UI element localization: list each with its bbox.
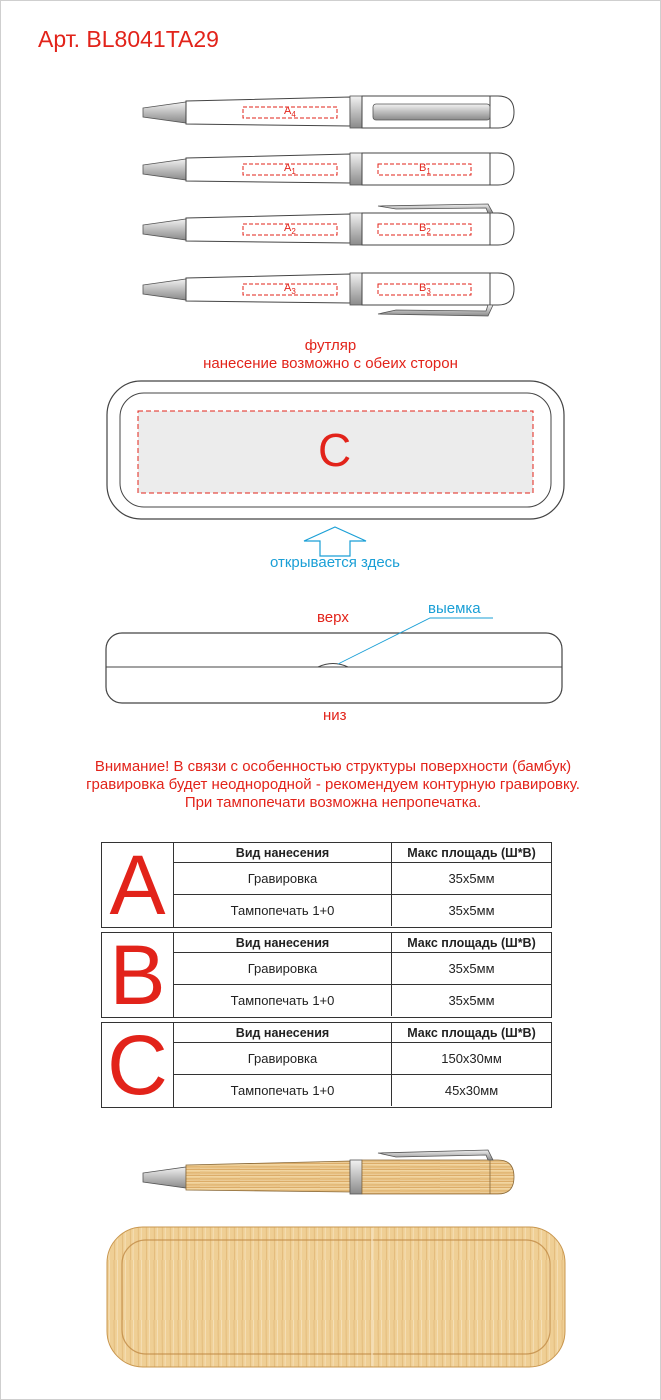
pen-4 bbox=[143, 273, 514, 316]
bottom-label: низ bbox=[323, 707, 347, 724]
case-caption-line2: нанесение возможно с обеих сторон bbox=[203, 355, 458, 372]
warning-line-3: При тампопечати возможна непропечатка. bbox=[184, 794, 482, 811]
table-header: Вид нанесения Макс площадь (Ш*В) bbox=[174, 843, 551, 863]
bamboo-pen bbox=[143, 1150, 514, 1194]
case-side-view bbox=[106, 618, 562, 703]
warning-line-1: Внимание! В связи с особенностью структуры поверхности (бамбук) bbox=[94, 758, 572, 775]
table-row: Тампопечать 1+0 35x5мм bbox=[174, 895, 551, 926]
spec-letter: C bbox=[102, 1023, 174, 1107]
case-caption bbox=[0, 337, 661, 373]
article-title: Арт. BL8041TA29 bbox=[38, 26, 219, 52]
table-row: Гравировка 150x30мм bbox=[174, 1043, 551, 1075]
warning-text bbox=[0, 758, 661, 812]
top-label: верх bbox=[317, 609, 349, 626]
case-caption-line1: футляр bbox=[304, 337, 357, 354]
table-header: Вид нанесения Макс площадь (Ш*В) bbox=[174, 1023, 551, 1043]
table-row: Тампопечать 1+0 35x5мм bbox=[174, 985, 551, 1016]
table-row: Тампопечать 1+0 45x30мм bbox=[174, 1075, 551, 1106]
warning-line-2: гравировка будет неоднородной - рекомендуем контурную гравировку. bbox=[86, 776, 580, 793]
zone-label-a4: $A_4$ bbox=[284, 105, 296, 120]
spec-letter: A bbox=[102, 843, 174, 927]
open-arrow-icon bbox=[304, 527, 366, 556]
pen-1 bbox=[143, 96, 514, 128]
zone-label-b1: $B_1$ bbox=[419, 162, 431, 177]
spec-table-c bbox=[101, 1018, 552, 1112]
zone-label-a1: $A_1$ bbox=[284, 162, 296, 177]
opens-here-label: открывается здесь bbox=[269, 554, 400, 571]
zone-label-b3: $B_3$ bbox=[419, 282, 431, 297]
zone-label-a3: $A_3$ bbox=[284, 282, 296, 297]
pen-2 bbox=[143, 153, 514, 185]
case-zone-label: C bbox=[318, 424, 352, 476]
notch-label: выемка bbox=[428, 600, 481, 617]
zone-label-a2: $A_2$ bbox=[284, 222, 296, 237]
bamboo-case bbox=[107, 1227, 565, 1367]
table-header: Вид нанесения Макс площадь (Ш*В) bbox=[174, 933, 551, 953]
spec-table-b bbox=[101, 928, 552, 1022]
table-row: Гравировка 35x5мм bbox=[174, 953, 551, 985]
spec-letter: B bbox=[102, 933, 174, 1017]
table-row: Гравировка 35x5мм bbox=[174, 863, 551, 895]
zone-label-b2: $B_2$ bbox=[419, 222, 431, 237]
spec-table-a bbox=[101, 838, 552, 932]
pen-3 bbox=[143, 204, 514, 245]
